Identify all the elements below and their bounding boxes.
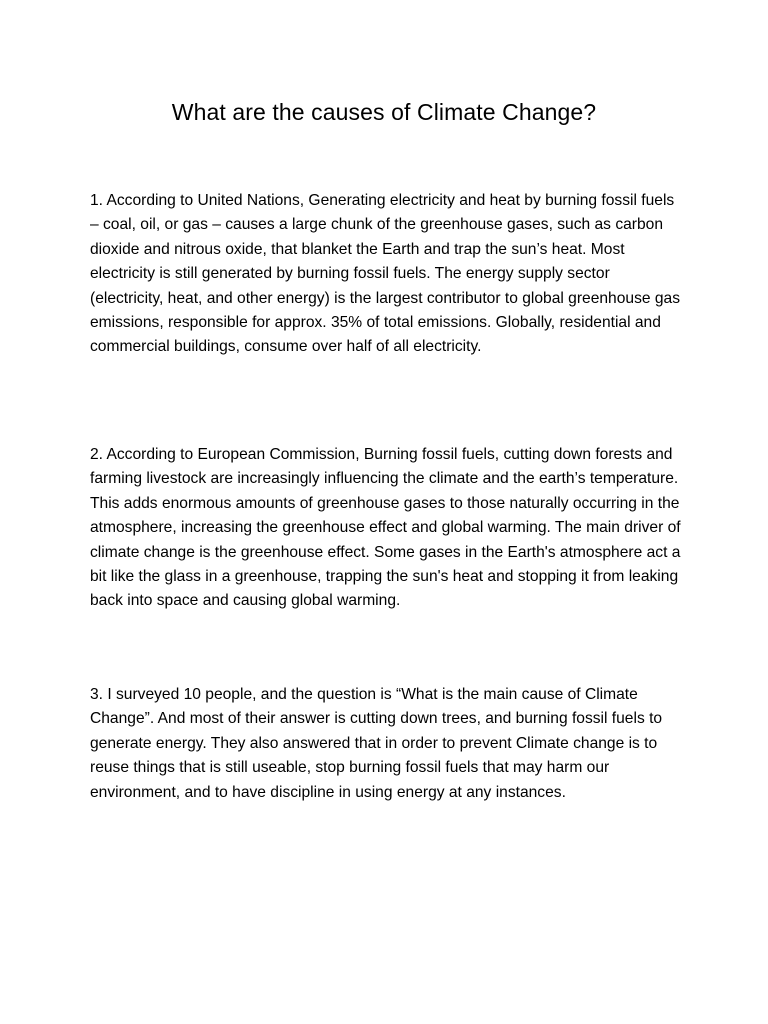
paragraph-survey: 3. I surveyed 10 people, and the question is “What is the main cause of Climate Change”. And most of their answer is cutting down trees, and burning fossil fuels to generate energy. They also answered that in order to prevent Climate change is to reuse things that is still useable, stop burning fossil fuels that may harm our environment, and to have discipline in using energy at any instances.: [90, 686, 663, 801]
paragraph-united-nations: 1. According to United Nations, Generating electricity and heat by burning fossil fuels – coal, oil, or gas – causes a large chunk of the greenhouse gases, such as carbon dioxide and nitrous oxide, that blanket the Earth and trap the sun’s heat. Most electricity is still generated by burning fossil fuels. The energy supply sector (electricity, heat, and other energy) is the largest contributor to global greenhouse gas emissions, responsible for approx. 35% of total emissions. Globally, residential and commercial buildings, consume over half of all electricity.: [90, 192, 681, 356]
document-title: What are the causes of Climate Change?: [171, 99, 597, 125]
paragraph-european-commission: 2. According to European Commission, Burning fossil fuels, cutting down forests and farming livestock are increasingly influencing the climate and the earth’s temperature. This adds enormous amounts of greenhouse gases to those naturally occurring in the atmosphere, increasing the greenhouse effect and global warming. The main driver of climate change is the greenhouse effect. Some gases in the Earth's atmosphere act a bit like the glass in a greenhouse, trapping the sun's heat and stopping it from leaking back into space and causing global warming.: [90, 446, 681, 610]
